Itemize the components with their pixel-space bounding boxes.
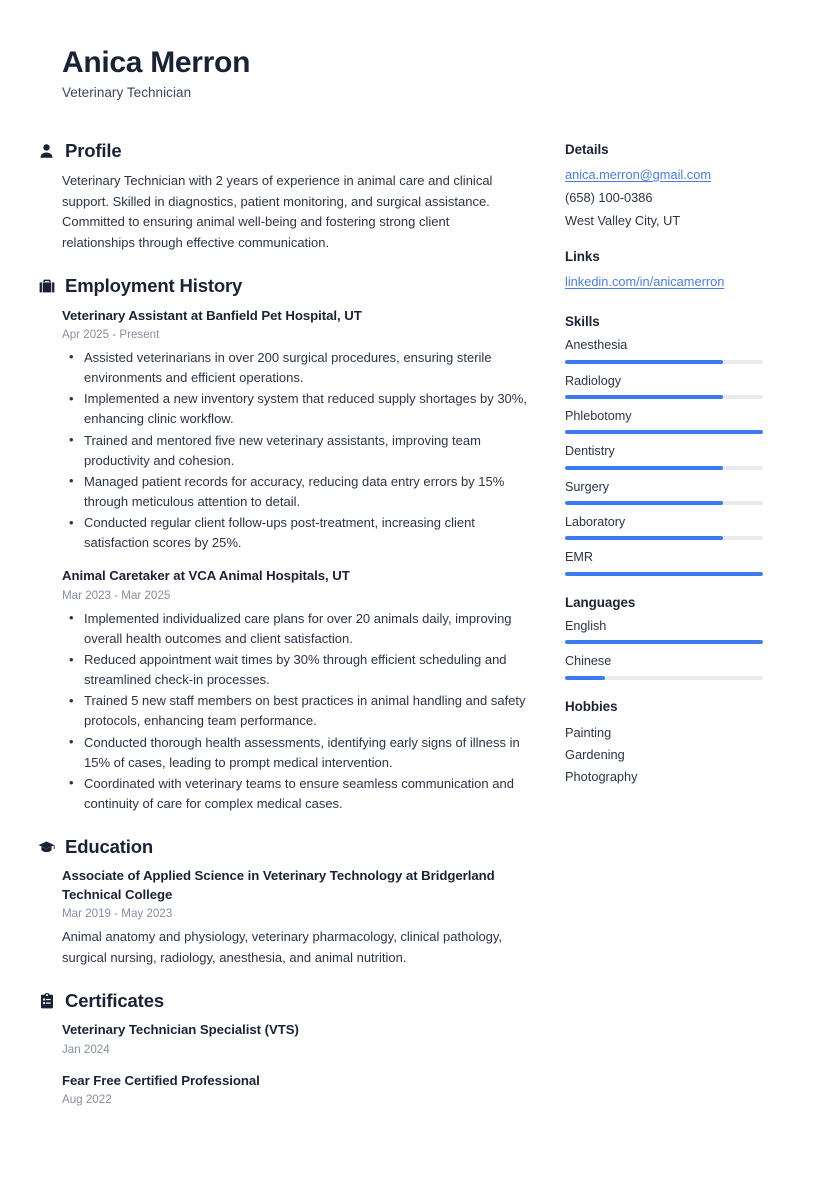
list-item: • Conducted regular client follow-ups post-treatment, increasing client satisfaction scores by 25%. [62, 513, 532, 553]
candidate-name: Anica Merron [62, 46, 251, 79]
certificate-entry-date: Jan 2024 [62, 1042, 110, 1056]
skill-level-fill [565, 572, 763, 576]
skill-level-bar [565, 395, 763, 399]
skill-name: Anesthesia [565, 338, 628, 353]
list-item: • Reduced appointment wait times by 30% through efficient scheduling and streamlined check-in processes. [62, 650, 532, 690]
section-profile-heading [38, 140, 532, 162]
skill-item [565, 549, 765, 575]
employment-entry-date: Mar 2023 - Mar 2025 [62, 588, 171, 602]
skill-item [565, 514, 765, 540]
employment-entry [62, 567, 532, 814]
skill-level-fill [565, 360, 723, 364]
section-employment-heading [38, 275, 532, 297]
skill-level-bar [565, 572, 763, 576]
education-entry-date: Mar 2019 - May 2023 [62, 906, 173, 920]
sidebar-hobbies [565, 699, 765, 788]
hobby-item: Painting [565, 724, 612, 740]
main-column [38, 140, 532, 1130]
section-certificates-title: Certificates [65, 990, 164, 1012]
section-certificates-body [38, 1021, 532, 1108]
briefcase-icon [38, 277, 55, 296]
employment-entry [62, 307, 532, 554]
list-item: • Implemented individualized care plans for over 20 animals daily, improving overall health outcomes and client satisfaction. [62, 609, 532, 649]
skill-name: Radiology [565, 373, 622, 388]
certificate-entry-date: Aug 2022 [62, 1092, 112, 1106]
section-certificates [38, 990, 532, 1108]
language-name: English [565, 618, 607, 633]
employment-entry-bullets [62, 609, 532, 814]
certificate-entry-title: Veterinary Technician Specialist (VTS) [62, 1022, 299, 1038]
sidebar-details [565, 142, 765, 230]
skill-item [565, 408, 765, 434]
employment-entry-title: Veterinary Assistant at Banfield Pet Hospital, UT [62, 307, 362, 323]
phone-text: (658) 100-0386 [565, 189, 653, 205]
education-entry-description: Animal anatomy and physiology, veterinary pharmacology, clinical pathology, surgical nursing, radiology, anesthesia, and animal nutrition. [62, 929, 503, 965]
linkedin-link[interactable]: linkedin.com/in/anicamerron [565, 274, 725, 290]
section-employment-body [38, 307, 532, 815]
language-level-bar [565, 640, 763, 644]
sidebar-skills [565, 314, 765, 576]
certificate-entry-title: Fear Free Certified Professional [62, 1072, 260, 1088]
employment-entry-bullets [62, 348, 532, 553]
section-education-title: Education [65, 836, 154, 858]
profile-text: Veterinary Technician with 2 years of experience in animal care and clinical support. Skilled in diagnostics, patient monitoring, and surgical assistance. Committed to ensuring animal well-being and fostering strong client relationships through effective communication. [62, 173, 493, 250]
skill-level-fill [565, 395, 723, 399]
section-employment-title: Employment History [65, 275, 243, 297]
skill-name: Surgery [565, 479, 610, 494]
list-item: • Managed patient records for accuracy, reducing data entry errors by 15% through meticulous attention to detail. [62, 472, 532, 512]
employment-entry-date: Apr 2025 - Present [62, 327, 160, 341]
list-item: • Conducted thorough health assessments, identifying early signs of illness in 15% of cases, leading to prompt medical intervention. [62, 733, 532, 773]
language-level-fill [565, 676, 605, 680]
hobby-item: Photography [565, 768, 638, 784]
skill-level-bar [565, 430, 763, 434]
location-text: West Valley City, UT [565, 212, 681, 228]
skill-item [565, 479, 765, 505]
skill-level-fill [565, 430, 763, 434]
list-item: • Trained 5 new staff members on best practices in animal handling and safety protocols, enhancing team performance. [62, 691, 532, 731]
language-item [565, 618, 765, 644]
certificate-entry [62, 1021, 532, 1057]
skill-level-fill [565, 501, 723, 505]
skill-name: Phlebotomy [565, 409, 632, 424]
certificate-entry [62, 1072, 532, 1108]
skill-level-fill [565, 536, 723, 540]
education-entry [62, 867, 532, 968]
skill-level-fill [565, 466, 723, 470]
skill-name: Dentistry [565, 444, 615, 459]
sidebar-links-title: Links [565, 249, 600, 265]
section-profile-body [38, 171, 532, 253]
skill-item [565, 373, 765, 399]
graduation-cap-icon [38, 838, 55, 857]
sidebar-links [565, 249, 765, 295]
skill-item [565, 337, 765, 363]
sidebar-hobbies-title: Hobbies [565, 698, 618, 714]
skill-level-bar [565, 360, 763, 364]
employment-entry-title: Animal Caretaker at VCA Animal Hospitals, UT [62, 568, 350, 584]
list-item: • Assisted veterinarians in over 200 surgical procedures, ensuring sterile environments and efficient operations. [62, 348, 532, 388]
language-level-bar [565, 676, 763, 680]
skill-level-bar [565, 536, 763, 540]
skills-list [565, 337, 765, 576]
education-entry-title: Associate of Applied Science in Veterinary Technology at Bridgerland Technical College [62, 868, 495, 902]
person-icon [38, 142, 55, 161]
section-education-heading [38, 836, 532, 858]
candidate-job-title: Veterinary Technician [62, 84, 192, 100]
section-education-body [38, 867, 532, 968]
list-item: • Implemented a new inventory system that reduced supply shortages by 30%, enhancing clinic workflow. [62, 389, 532, 429]
skill-item [565, 443, 765, 469]
languages-list [565, 618, 765, 680]
list-item: • Trained and mentored five new veterinary assistants, improving team productivity and cohesion. [62, 431, 532, 471]
section-profile-title: Profile [65, 140, 122, 161]
hobbies-list [565, 722, 765, 788]
sidebar-details-title: Details [565, 142, 609, 157]
language-item [565, 653, 765, 679]
skill-name: Laboratory [565, 515, 626, 530]
sidebar-languages-title: Languages [565, 594, 636, 610]
section-employment [38, 275, 532, 814]
hobby-item: Gardening [565, 746, 625, 762]
language-name: Chinese [565, 654, 612, 669]
skill-level-bar [565, 466, 763, 470]
language-level-fill [565, 640, 763, 644]
sidebar-skills-title: Skills [565, 314, 600, 330]
sidebar [565, 142, 765, 807]
resume-header [62, 46, 250, 100]
skill-level-bar [565, 501, 763, 505]
email-link[interactable]: anica.merron@gmail.com [565, 167, 711, 182]
clipboard-icon [38, 992, 55, 1011]
list-item: • Coordinated with veterinary teams to ensure seamless communication and continuity of care for complex medical cases. [62, 774, 532, 814]
skill-name: EMR [565, 550, 593, 565]
section-profile [38, 140, 532, 253]
section-certificates-heading [38, 990, 532, 1012]
sidebar-languages [565, 595, 765, 680]
section-education [38, 836, 532, 968]
